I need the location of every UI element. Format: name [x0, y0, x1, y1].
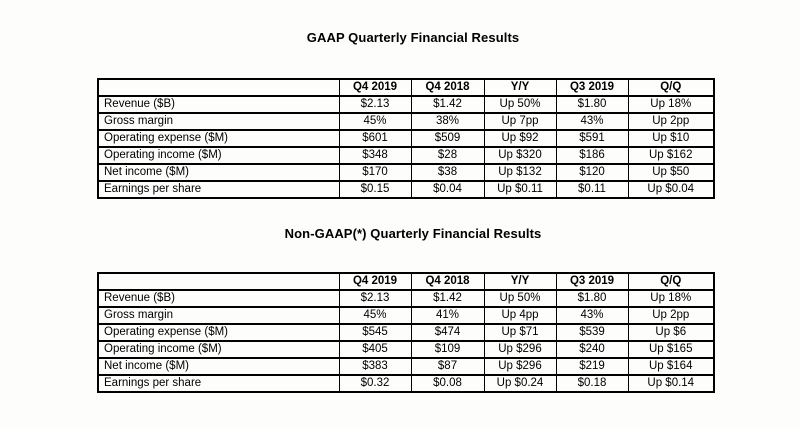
value-cell: $219	[556, 358, 628, 375]
non-gaap-results-table	[97, 272, 715, 393]
table-row	[98, 290, 714, 307]
value-cell: $545	[339, 324, 411, 341]
value-cell: Up $6	[628, 324, 714, 341]
value-cell: $240	[556, 341, 628, 358]
row-label: Operating expense ($M)	[98, 324, 339, 341]
value-cell: $0.18	[556, 375, 628, 392]
column-header-yy: Y/Y	[484, 79, 556, 96]
column-header-q3-2019: Q3 2019	[556, 273, 628, 290]
value-cell: 45%	[339, 113, 411, 130]
value-cell: Up 18%	[628, 96, 714, 113]
value-cell: Up $320	[484, 147, 556, 164]
value-cell: Up 4pp	[484, 307, 556, 324]
table-row	[98, 341, 714, 358]
table-row	[98, 307, 714, 324]
table-row	[98, 375, 714, 392]
table-row	[98, 164, 714, 181]
value-cell: $509	[411, 130, 484, 147]
value-cell: $0.04	[411, 181, 484, 198]
column-header-q3-2019: Q3 2019	[556, 79, 628, 96]
value-cell: 41%	[411, 307, 484, 324]
header-row	[98, 79, 714, 96]
table-row	[98, 324, 714, 341]
value-cell: 43%	[556, 113, 628, 130]
value-cell: Up $165	[628, 341, 714, 358]
column-header-q4-2019: Q4 2019	[339, 273, 411, 290]
value-cell: $591	[556, 130, 628, 147]
row-label: Operating income ($M)	[98, 341, 339, 358]
value-cell: $1.80	[556, 290, 628, 307]
column-header-q4-2018: Q4 2018	[411, 79, 484, 96]
column-header-q4-2018: Q4 2018	[411, 273, 484, 290]
value-cell: $474	[411, 324, 484, 341]
value-cell: 43%	[556, 307, 628, 324]
value-cell: 45%	[339, 307, 411, 324]
value-cell: $348	[339, 147, 411, 164]
column-header-blank	[98, 79, 339, 96]
column-header-qq: Q/Q	[628, 79, 714, 96]
value-cell: $38	[411, 164, 484, 181]
value-cell: $186	[556, 147, 628, 164]
row-label: Operating expense ($M)	[98, 130, 339, 147]
row-label: Revenue ($B)	[98, 96, 339, 113]
value-cell: Up $296	[484, 341, 556, 358]
column-header-blank	[98, 273, 339, 290]
value-cell: Up $50	[628, 164, 714, 181]
value-cell: $405	[339, 341, 411, 358]
value-cell: $1.42	[411, 290, 484, 307]
column-header-q4-2019: Q4 2019	[339, 79, 411, 96]
value-cell: $170	[339, 164, 411, 181]
value-cell: Up $10	[628, 130, 714, 147]
table-row	[98, 147, 714, 164]
row-label: Net income ($M)	[98, 164, 339, 181]
value-cell: Up $92	[484, 130, 556, 147]
row-label: Gross margin	[98, 307, 339, 324]
table-row	[98, 358, 714, 375]
value-cell: Up 2pp	[628, 307, 714, 324]
row-label: Net income ($M)	[98, 358, 339, 375]
value-cell: $539	[556, 324, 628, 341]
row-label: Revenue ($B)	[98, 290, 339, 307]
row-label: Gross margin	[98, 113, 339, 130]
value-cell: Up 18%	[628, 290, 714, 307]
value-cell: $28	[411, 147, 484, 164]
value-cell: Up $162	[628, 147, 714, 164]
table-row	[98, 181, 714, 198]
value-cell: $1.80	[556, 96, 628, 113]
value-cell: $383	[339, 358, 411, 375]
row-label: Earnings per share	[98, 181, 339, 198]
value-cell: $120	[556, 164, 628, 181]
value-cell: $2.13	[339, 96, 411, 113]
value-cell: Up 50%	[484, 290, 556, 307]
value-cell: $2.13	[339, 290, 411, 307]
value-cell: Up $71	[484, 324, 556, 341]
value-cell: $1.42	[411, 96, 484, 113]
header-row	[98, 273, 714, 290]
value-cell: $0.08	[411, 375, 484, 392]
column-header-yy: Y/Y	[484, 273, 556, 290]
value-cell: $87	[411, 358, 484, 375]
value-cell: Up 50%	[484, 96, 556, 113]
column-header-qq: Q/Q	[628, 273, 714, 290]
value-cell: Up $132	[484, 164, 556, 181]
table-row	[98, 130, 714, 147]
value-cell: Up $0.14	[628, 375, 714, 392]
gaap-results-table	[97, 78, 715, 199]
row-label: Earnings per share	[98, 375, 339, 392]
non-gaap-table-title: Non-GAAP(*) Quarterly Financial Results	[284, 226, 542, 241]
value-cell: $0.11	[556, 181, 628, 198]
value-cell: Up $0.24	[484, 375, 556, 392]
value-cell: $601	[339, 130, 411, 147]
row-label: Operating income ($M)	[98, 147, 339, 164]
value-cell: 38%	[411, 113, 484, 130]
value-cell: $109	[411, 341, 484, 358]
table-row	[98, 113, 714, 130]
value-cell: Up $0.11	[484, 181, 556, 198]
value-cell: Up $164	[628, 358, 714, 375]
value-cell: Up 2pp	[628, 113, 714, 130]
value-cell: Up $296	[484, 358, 556, 375]
value-cell: Up $0.04	[628, 181, 714, 198]
value-cell: $0.15	[339, 181, 411, 198]
value-cell: Up 7pp	[484, 113, 556, 130]
table-row	[98, 96, 714, 113]
gaap-table-title: GAAP Quarterly Financial Results	[306, 30, 520, 45]
value-cell: $0.32	[339, 375, 411, 392]
